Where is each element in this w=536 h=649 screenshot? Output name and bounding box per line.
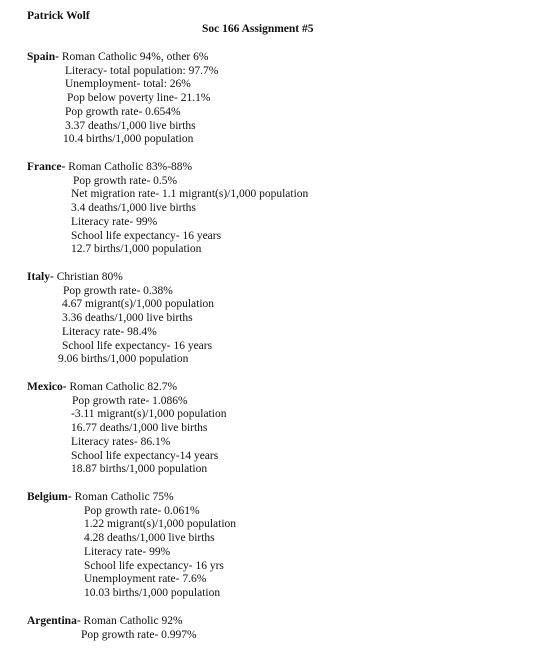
fact-item: Literacy rate- 99%	[71, 215, 158, 228]
country-heading	[27, 161, 527, 175]
fact-item: 10.4 births/1,000 population	[63, 133, 194, 146]
country-name: Argentina-	[27, 615, 81, 627]
country-section-argentina	[27, 615, 527, 642]
fact-item: School life expectancy- 16 years	[71, 229, 222, 242]
fact-item: 4.28 deaths/1,000 live births	[84, 532, 215, 545]
fact-item: Literacy- total population: 97.7%	[65, 64, 219, 77]
fact-item: Pop growth rate- 0.5%	[73, 174, 178, 187]
fact-item: 1.22 migrant(s)/1,000 population	[84, 518, 237, 531]
fact-item: Pop below poverty line- 21.1%	[67, 92, 211, 105]
fact-item: Net migration rate- 1.1 migrant(s)/1,000 population	[71, 188, 309, 201]
fact-item: 16.77 deaths/1,000 live births	[71, 422, 208, 435]
fact-item: Pop growth rate- 0.997%	[81, 628, 197, 641]
fact-item: -3.11 migrant(s)/1,000 population	[71, 408, 227, 421]
assignment-title: Soc 166 Assignment #5	[202, 23, 314, 35]
religion-text: Roman Catholic 94%, other 6%	[58, 51, 209, 63]
fact-item: Pop growth rate- 0.654%	[65, 105, 181, 118]
fact-item: School life expectancy- 16 years	[62, 339, 213, 352]
fact-item: Pop growth rate- 1.086%	[72, 394, 188, 407]
country-heading	[27, 615, 527, 629]
author-name: Patrick Wolf	[27, 10, 90, 22]
religion-text: Roman Catholic 82.7%	[66, 381, 178, 393]
country-name: Spain-	[27, 51, 59, 63]
country-heading	[27, 381, 527, 395]
country-heading	[27, 51, 527, 65]
fact-item: Literacy rate- 98.4%	[62, 325, 157, 338]
country-name: Mexico-	[27, 381, 67, 393]
fact-item: Pop growth rate- 0.061%	[84, 504, 200, 517]
fact-item: 9.06 births/1,000 population	[58, 353, 189, 366]
fact-item: School life expectancy-14 years	[71, 449, 219, 462]
country-section-italy	[27, 271, 527, 367]
country-section-spain	[27, 51, 527, 147]
fact-item: 4.67 migrant(s)/1,000 population	[62, 298, 215, 311]
country-heading	[27, 271, 527, 285]
country-name: Italy-	[27, 271, 54, 283]
fact-item: Unemployment rate- 7.6%	[84, 573, 207, 586]
fact-item: Literacy rates- 86.1%	[71, 435, 171, 448]
country-name: Belgium-	[27, 491, 72, 503]
country-heading	[27, 491, 527, 505]
fact-item: Pop growth rate- 0.38%	[63, 284, 173, 297]
fact-item: 3.36 deaths/1,000 live births	[62, 312, 193, 325]
fact-item: School life expectancy- 16 yrs	[84, 559, 224, 572]
religion-text: Roman Catholic 75%	[71, 491, 174, 503]
religion-text: Christian 80%	[53, 271, 123, 283]
fact-item: 12.7 births/1,000 population	[71, 243, 202, 256]
fact-item: 18.87 births/1,000 population	[71, 463, 208, 476]
fact-item: 3.4 deaths/1,000 live births	[71, 202, 196, 215]
country-name: France-	[27, 161, 66, 173]
country-section-belgium	[27, 491, 527, 601]
fact-item: 10.03 births/1,000 population	[84, 586, 221, 599]
country-section-mexico	[27, 381, 527, 477]
fact-item: Literacy rate- 99%	[84, 545, 171, 558]
country-section-france	[27, 161, 527, 257]
fact-item: 3.37 deaths/1,000 live births	[65, 119, 196, 132]
fact-item: Unemployment- total: 26%	[65, 78, 191, 91]
religion-text: Roman Catholic 92%	[80, 615, 183, 627]
religion-text: Roman Catholic 83%-88%	[65, 161, 193, 173]
